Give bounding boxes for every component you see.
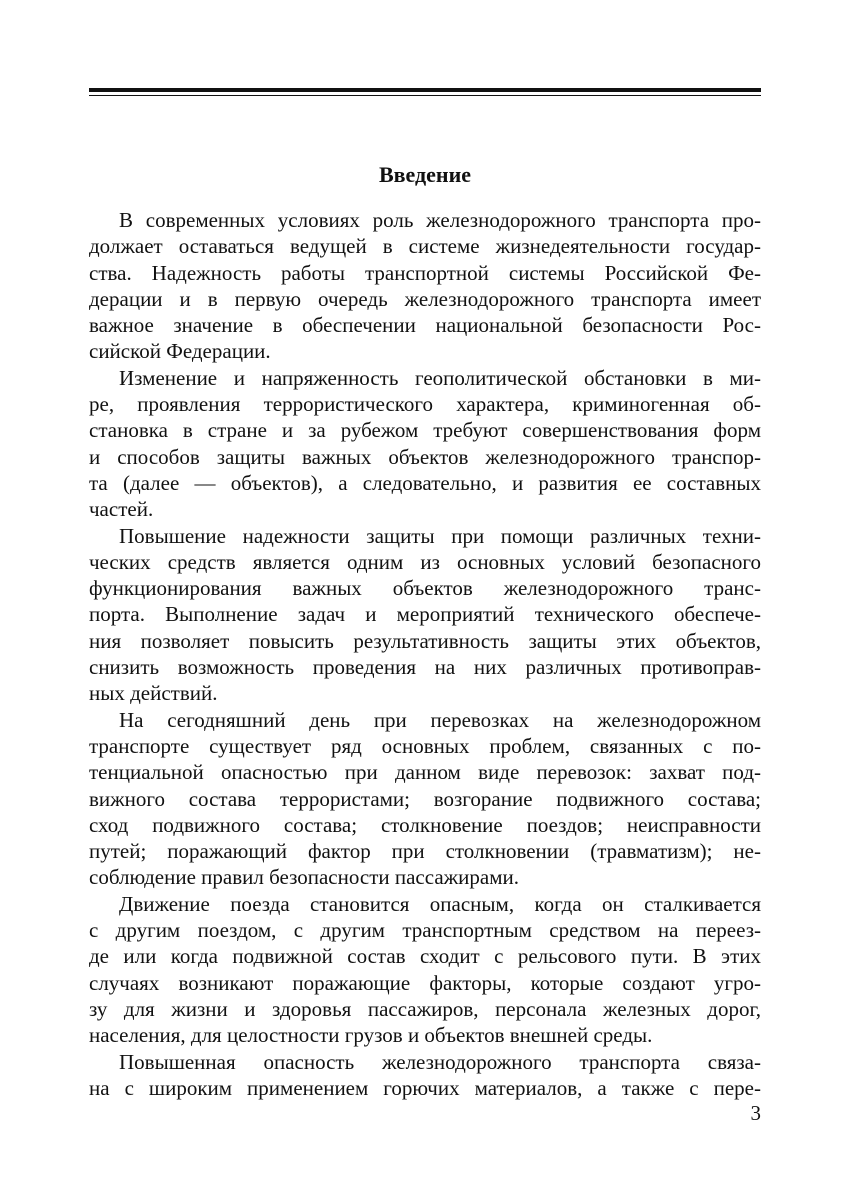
text-line: случаях возникают поражающие факторы, которые создают угро- xyxy=(89,970,761,995)
paragraph xyxy=(89,1049,761,1102)
text-line: та (далее — объектов), а следовательно, и развития ее составных xyxy=(89,470,761,495)
text-line: Повышение надежности защиты при помощи различных техни- xyxy=(119,523,761,548)
text-line: функционирования важных объектов железнодорожного транс- xyxy=(89,576,761,601)
text-line: населения, для целостности грузов и объектов внешней среды. xyxy=(89,1023,653,1048)
text-line: сход подвижного состава; столкновение поездов; неисправности xyxy=(89,812,761,837)
text-line: тенциальной опасностью при данном виде перевозок: захват под- xyxy=(89,760,761,785)
text-line: дерации и в первую очередь железнодорожного транспорта имеет xyxy=(89,286,761,311)
text-line: ных действий. xyxy=(89,681,218,706)
text-line: становка в стране и за рубежом требуют совершенствования форм xyxy=(89,418,761,443)
text-line: В современных условиях роль железнодорожного транспорта про- xyxy=(119,208,761,232)
text-line: ния позволяет повысить результативность защиты этих объектов, xyxy=(89,628,761,653)
page-title: Введение xyxy=(378,162,472,187)
text-line: де или когда подвижной состав сходит с рельсового пути. В этих xyxy=(89,944,761,969)
paragraph xyxy=(89,891,761,1049)
paragraph xyxy=(89,707,761,891)
text-line: вижного состава террористами; возгорание подвижного состава; xyxy=(89,786,761,811)
text-line: На сегодняшний день при перевозках на железнодорожном xyxy=(119,707,761,732)
text-line: ческих средств является одним из основных условий безопасного xyxy=(89,549,761,574)
text-line: снизить возможность проведения на них различных противоправ- xyxy=(89,655,761,680)
text-line: частей. xyxy=(89,497,154,522)
paragraph xyxy=(89,365,761,523)
paragraph xyxy=(89,523,761,707)
text-line: должает оставаться ведущей в системе жизнедеятельности государ- xyxy=(89,234,761,259)
text-line: на с широким применением горючих материалов, а также с пере- xyxy=(89,1075,761,1100)
paragraph xyxy=(89,207,761,365)
text-line: путей; поражающий фактор при столкновении (травматизм); не- xyxy=(89,839,761,864)
text-line: Движение поезда становится опасным, когда он сталкивается xyxy=(119,891,761,916)
header-rule-thick xyxy=(89,88,761,92)
body-text xyxy=(89,207,761,1101)
text-line: Повышенная опасность железнодорожного транспорта связа- xyxy=(119,1049,761,1074)
text-line: ства. Надежность работы транспортной системы Российской Фе- xyxy=(89,260,761,285)
text-line: и способов защиты важных объектов железнодорожного транспор- xyxy=(89,444,761,469)
text-line: порта. Выполнение задач и мероприятий технического обеспече- xyxy=(89,602,761,627)
text-line: зу для жизни и здоровья пассажиров, персонала железных дорог, xyxy=(89,996,761,1021)
page-number: 3 xyxy=(750,1101,761,1125)
text-line: транспорте существует ряд основных проблем, связанных с по- xyxy=(89,733,761,758)
text-line: с другим поездом, с другим транспортным средством на переез- xyxy=(89,918,761,943)
text-line: ре, проявления террористического характера, криминогенная об- xyxy=(89,392,761,417)
header-rule-thin xyxy=(89,95,761,96)
text-line: важное значение в обеспечении национальной безопасности Рос- xyxy=(89,313,761,338)
text-line: соблюдение правил безопасности пассажирами. xyxy=(89,865,519,890)
text-line: Изменение и напряженность геополитической обстановки в ми- xyxy=(119,365,761,390)
text-line: сийской Федерации. xyxy=(89,339,271,364)
